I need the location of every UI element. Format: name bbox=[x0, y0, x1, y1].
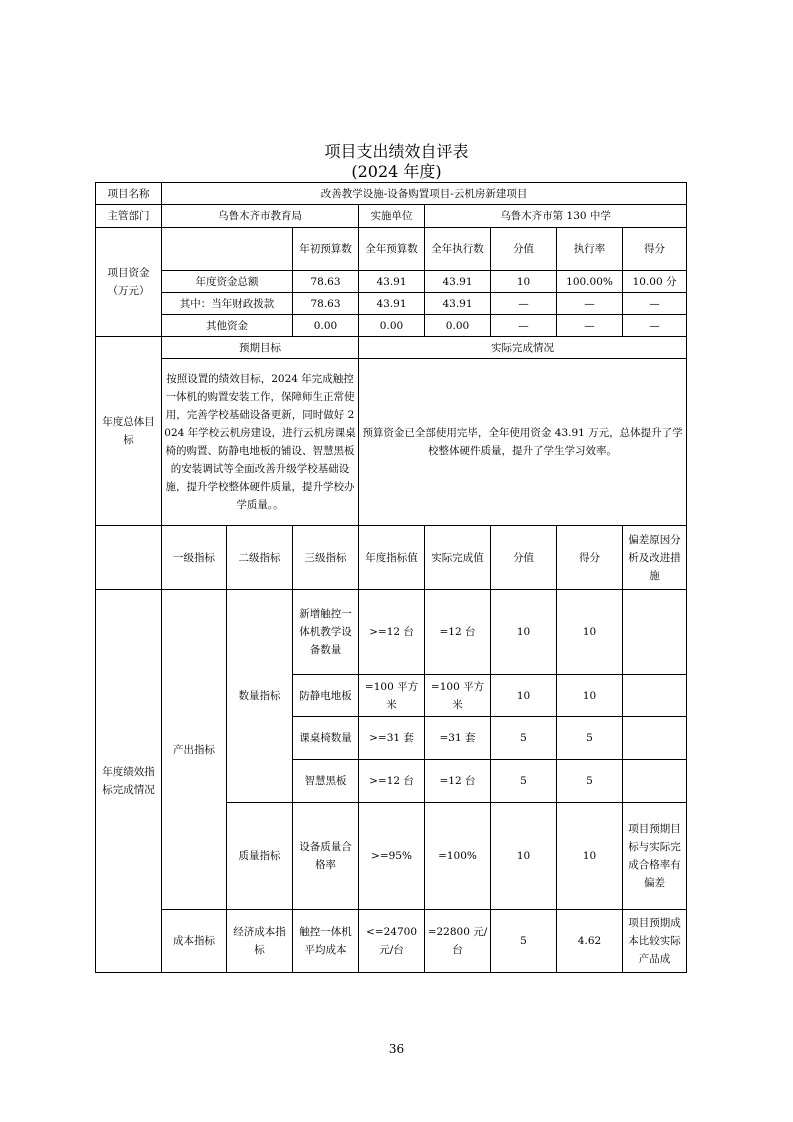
indicator-reason: 项目预期成本比较实际产品成 bbox=[623, 910, 687, 973]
indicator-actual: =12 台 bbox=[425, 760, 491, 803]
funds-row-label: 其中：当年财政拨款 bbox=[162, 293, 293, 315]
actual-goal-header: 实际完成情况 bbox=[359, 337, 687, 359]
indicator-target: <=24700 元/台 bbox=[359, 910, 425, 973]
indicator-target: >=95% bbox=[359, 803, 425, 910]
indicators-label: 年度绩效指标完成情况 bbox=[96, 590, 162, 973]
indicator-name: 设备质量合格率 bbox=[293, 803, 359, 910]
economic-cost-label: 经济成本指标 bbox=[227, 910, 293, 973]
funds-cell: 100.00% bbox=[557, 271, 623, 293]
indicator-actual: =100% bbox=[425, 803, 491, 910]
indicator-header: 三级指标 bbox=[293, 526, 359, 590]
indicator-header: 分值 bbox=[491, 526, 557, 590]
indicator-actual: =22800 元/台 bbox=[425, 910, 491, 973]
indicator-score: 5 bbox=[557, 717, 623, 760]
indicator-target: =100 平方米 bbox=[359, 675, 425, 717]
dept-label: 主管部门 bbox=[96, 205, 162, 228]
indicator-name: 触控一体机平均成本 bbox=[293, 910, 359, 973]
funds-row-label: 其他资金 bbox=[162, 315, 293, 337]
indicator-weight: 10 bbox=[491, 675, 557, 717]
project-name: 改善教学设施-设备购置项目-云机房新建项目 bbox=[162, 183, 687, 205]
indicator-weight: 10 bbox=[491, 803, 557, 910]
indicator-score: 10 bbox=[557, 803, 623, 910]
indicator-reason: 项目预期目标与实际完成合格率有偏差 bbox=[623, 803, 687, 910]
funds-header: 全年执行数 bbox=[425, 228, 491, 271]
funds-cell: — bbox=[623, 315, 687, 337]
indicator-reason bbox=[623, 590, 687, 675]
indicator-actual: =100 平方米 bbox=[425, 675, 491, 717]
goals-label: 年度总体目标 bbox=[96, 337, 162, 526]
indicator-score: 10 bbox=[557, 675, 623, 717]
indicator-weight: 10 bbox=[491, 590, 557, 675]
funds-row bbox=[96, 293, 687, 315]
funds-cell: 0.00 bbox=[425, 315, 491, 337]
funds-header: 分值 bbox=[491, 228, 557, 271]
unit-label: 实施单位 bbox=[359, 205, 425, 228]
project-name-row bbox=[96, 183, 687, 205]
indicator-weight: 5 bbox=[491, 760, 557, 803]
funds-header: 全年预算数 bbox=[359, 228, 425, 271]
indicator-header: 实际完成值 bbox=[425, 526, 491, 590]
indicator-score: 10 bbox=[557, 590, 623, 675]
funds-cell: 78.63 bbox=[293, 271, 359, 293]
department-row bbox=[96, 205, 687, 228]
funds-cell: 43.91 bbox=[359, 293, 425, 315]
indicator-score: 5 bbox=[557, 760, 623, 803]
indicator-target: >=12 台 bbox=[359, 590, 425, 675]
indicator-name: 课桌椅数量 bbox=[293, 717, 359, 760]
indicator-reason bbox=[623, 717, 687, 760]
unit-value: 乌鲁木齐市第 130 中学 bbox=[425, 205, 687, 228]
indicators-header-row bbox=[96, 526, 687, 590]
indicator-row bbox=[96, 910, 687, 973]
funds-row bbox=[96, 271, 687, 293]
funds-cell: 43.91 bbox=[425, 293, 491, 315]
indicator-target: >=12 台 bbox=[359, 760, 425, 803]
indicator-target: >=31 套 bbox=[359, 717, 425, 760]
indicator-weight: 5 bbox=[491, 717, 557, 760]
cost-indicator-label: 成本指标 bbox=[162, 910, 227, 973]
indicator-header: 二级指标 bbox=[227, 526, 293, 590]
funds-header: 执行率 bbox=[557, 228, 623, 271]
goals-content-row bbox=[96, 359, 687, 526]
indicator-header: 得分 bbox=[557, 526, 623, 590]
page-number: 36 bbox=[388, 1042, 405, 1056]
indicator-reason bbox=[623, 675, 687, 717]
funds-header-blank bbox=[162, 228, 293, 271]
actual-goal-text: 预算资金已全部使用完毕，全年使用资金 43.91 万元，总体提升了学校整体硬件质量，提升了学生学习效率。 bbox=[359, 359, 687, 526]
goals-header-row bbox=[96, 337, 687, 359]
indicator-name: 新增触控一体机教学设备数量 bbox=[293, 590, 359, 675]
funds-cell: 43.91 bbox=[359, 271, 425, 293]
indicator-score: 4.62 bbox=[557, 910, 623, 973]
funds-cell: 78.63 bbox=[293, 293, 359, 315]
indicator-actual: =12 台 bbox=[425, 590, 491, 675]
indicator-row bbox=[96, 590, 687, 675]
indicator-name: 防静电地板 bbox=[293, 675, 359, 717]
funds-row-label: 年度资金总额 bbox=[162, 271, 293, 293]
performance-table bbox=[95, 182, 687, 973]
planned-goal-text: 按照设置的绩效目标，2024 年完成触控一体机的购置安装工作，保障师生正常使用，完善学校基础设备更新，同时做好 2024 年学校云机房建设，进行云机房课桌椅的购置、防静电地板的铺设、智慧黑板的安装调试等全面改善升级学校基础设施，提升学校整体硬件质量，提升学校办学质量。。 bbox=[162, 359, 359, 526]
funds-row bbox=[96, 315, 687, 337]
indicators-header-blank bbox=[96, 526, 162, 590]
planned-goal-header: 预期目标 bbox=[162, 337, 359, 359]
funds-cell: — bbox=[557, 315, 623, 337]
quantity-indicator-label: 数量指标 bbox=[227, 590, 293, 803]
output-indicator-label: 产出指标 bbox=[162, 590, 227, 910]
funds-cell: 0.00 bbox=[293, 315, 359, 337]
funds-header: 得分 bbox=[623, 228, 687, 271]
indicator-weight: 5 bbox=[491, 910, 557, 973]
funds-cell: — bbox=[491, 315, 557, 337]
indicator-actual: =31 套 bbox=[425, 717, 491, 760]
funds-label: 项目资金（万元） bbox=[96, 228, 162, 337]
funds-cell: 10.00 分 bbox=[623, 271, 687, 293]
indicator-name: 智慧黑板 bbox=[293, 760, 359, 803]
document-title: 项目支出绩效自评表 bbox=[324, 142, 469, 161]
funds-cell: 10 bbox=[491, 271, 557, 293]
funds-cell: — bbox=[623, 293, 687, 315]
indicator-header: 一级指标 bbox=[162, 526, 227, 590]
indicator-reason bbox=[623, 760, 687, 803]
project-name-label: 项目名称 bbox=[96, 183, 162, 205]
funds-cell: — bbox=[557, 293, 623, 315]
funds-header: 年初预算数 bbox=[293, 228, 359, 271]
funds-header-row bbox=[96, 228, 687, 271]
document-subtitle: (2024 年度) bbox=[351, 162, 442, 181]
funds-cell: 0.00 bbox=[359, 315, 425, 337]
quality-indicator-label: 质量指标 bbox=[227, 803, 293, 910]
funds-cell: — bbox=[491, 293, 557, 315]
dept-value: 乌鲁木齐市教育局 bbox=[162, 205, 359, 228]
funds-cell: 43.91 bbox=[425, 271, 491, 293]
indicator-header: 年度指标值 bbox=[359, 526, 425, 590]
indicator-header: 偏差原因分析及改进措施 bbox=[623, 526, 687, 590]
